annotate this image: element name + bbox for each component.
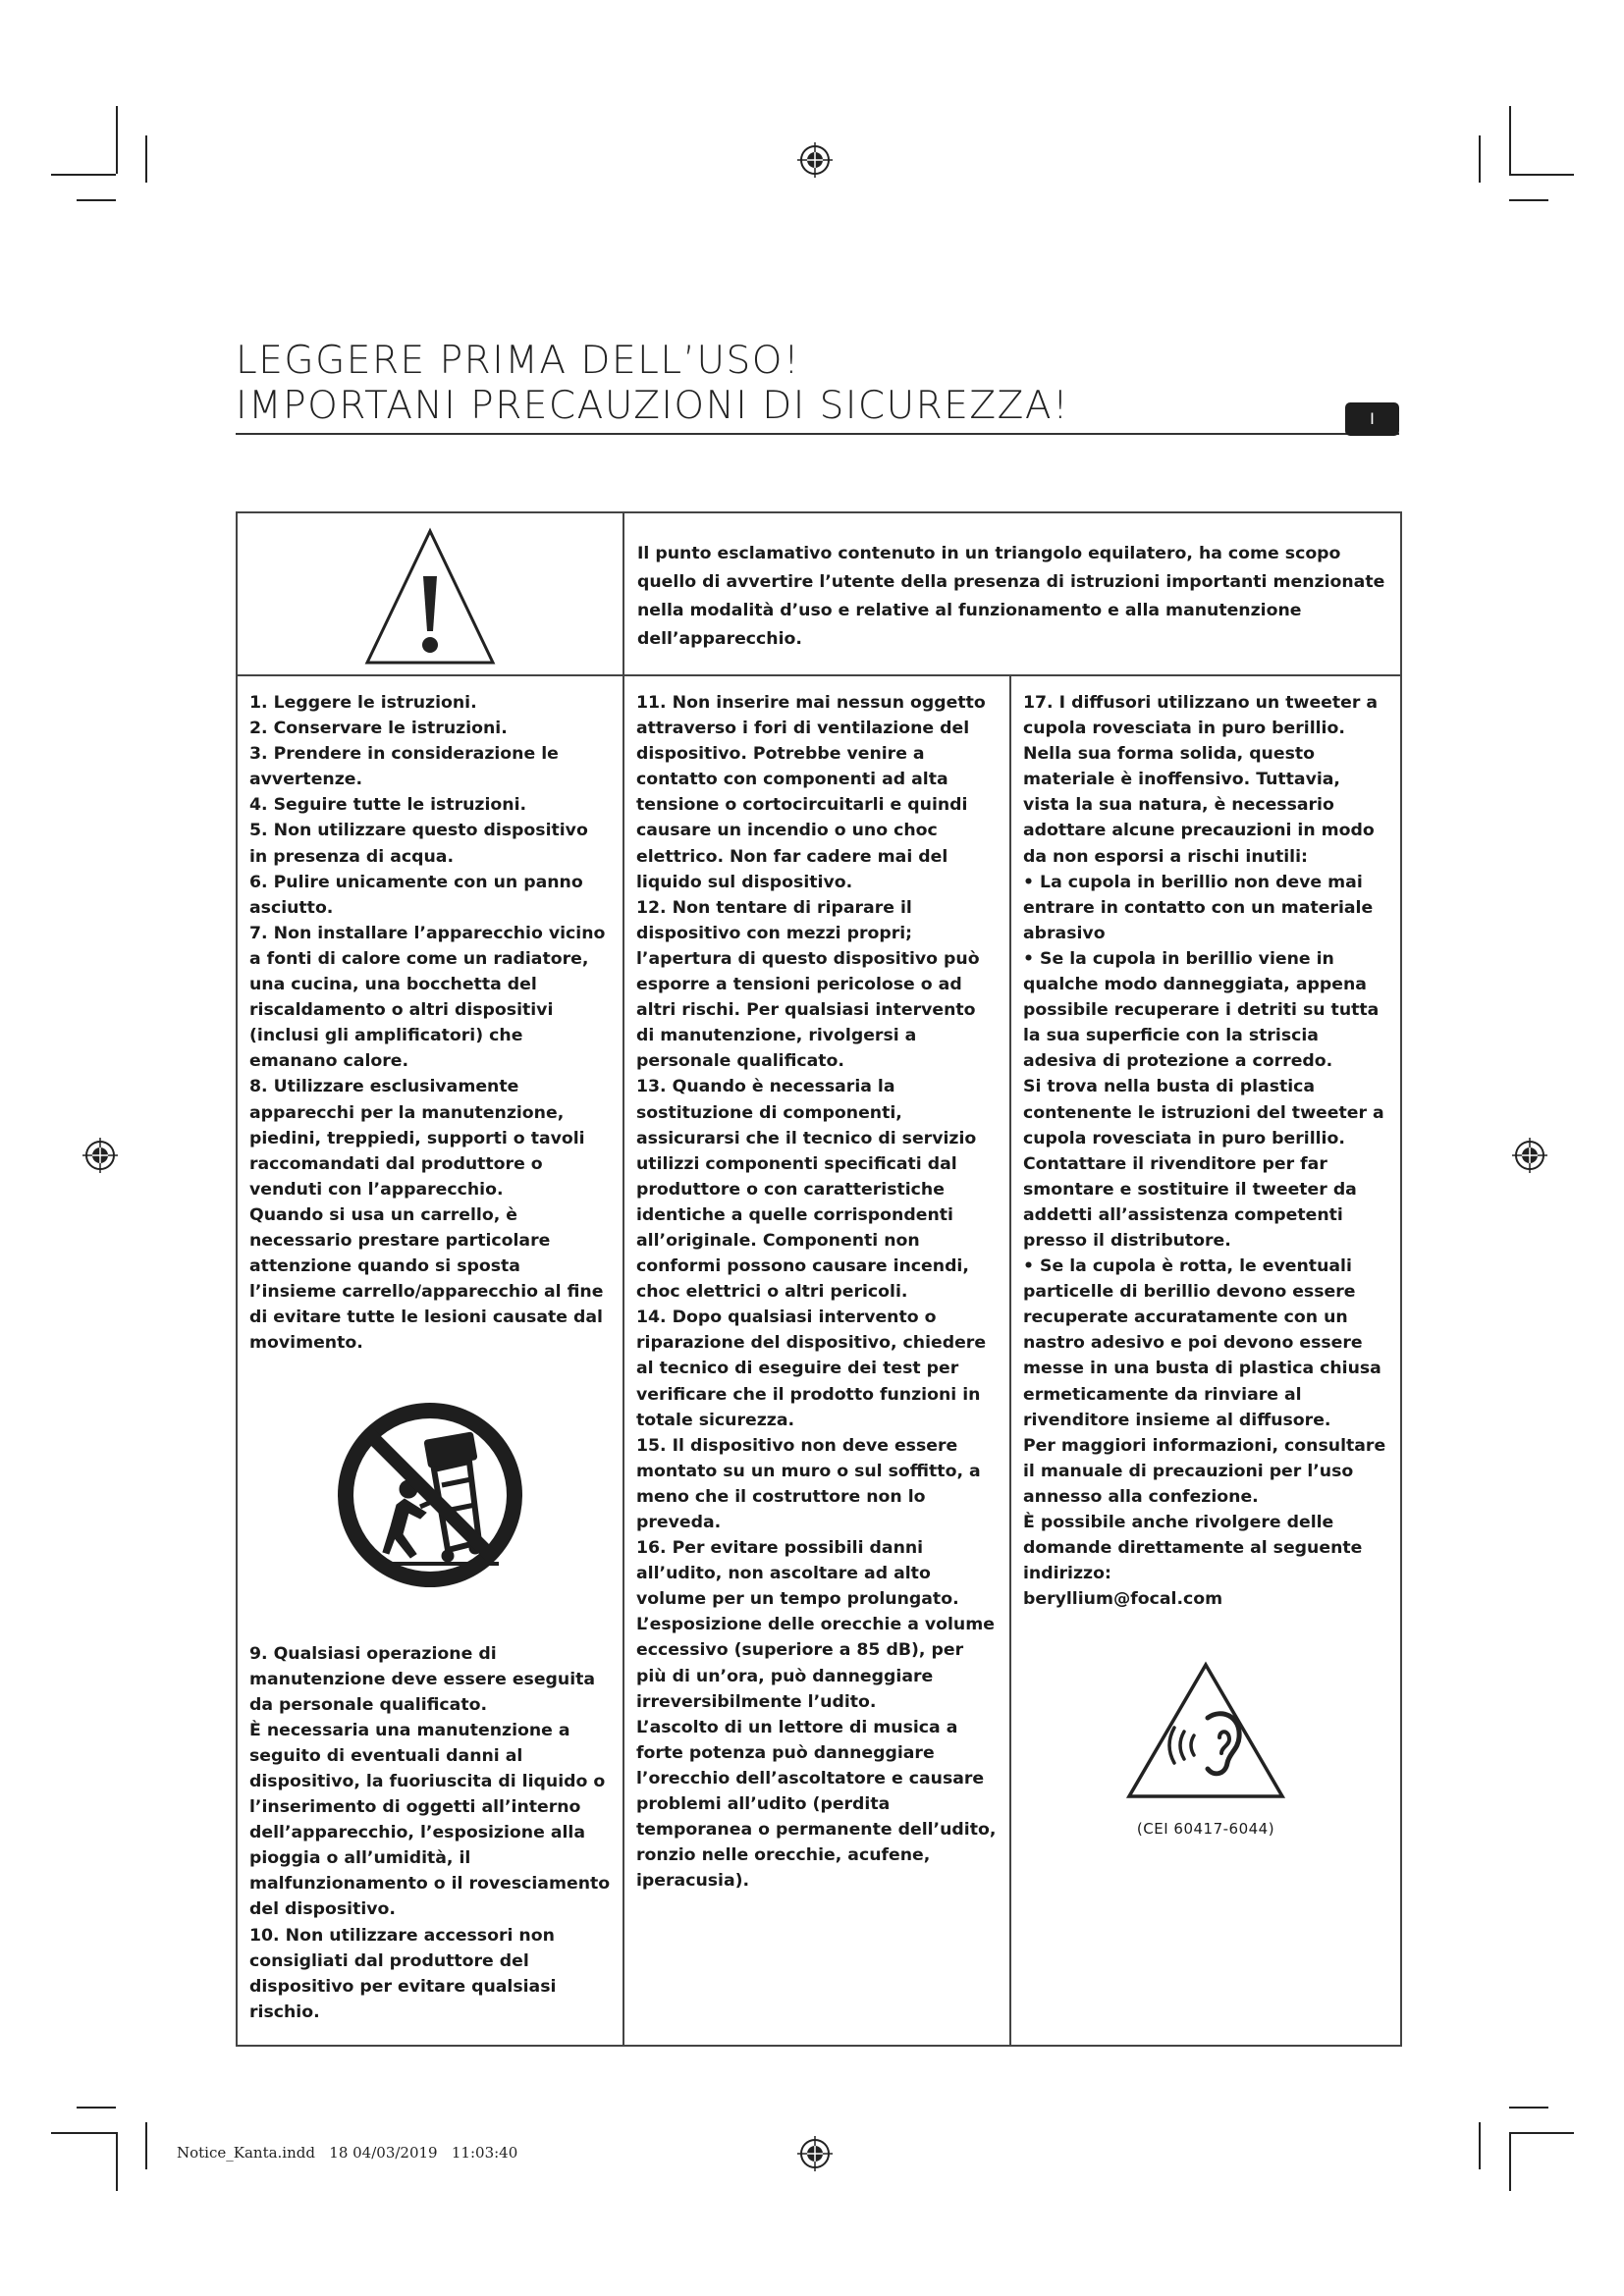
crop-mark [116,106,118,174]
instruction-item: 6. Pulire unicamente con un panno asciutto. [249,872,583,918]
crop-mark [1509,2132,1574,2134]
crop-mark [77,199,116,201]
instruction-item: 4. Seguire tutte le istruzioni. [249,795,527,816]
crop-mark [51,174,116,176]
crop-mark [1479,135,1481,183]
instruction-item: 16. Per evitare possibili danni all’udito, non ascoltare ad alto volume per un tempo prolungato. L’esposizione delle orecchie a volume eccessivo (superiore a 85 dB), per più di un’ora, può danneggiare irreversibilmente l’udito. [636,1538,995,1712]
crop-mark [1509,2132,1511,2191]
instructions-column-3 [1010,675,1401,2046]
instruction-item: 3. Prendere in considerazione le avvertenze. [249,744,559,790]
warning-intro-cell [623,512,1401,675]
instruction-item: 11. Non inserire mai nessun oggetto attraverso i fori di ventilazione del dispositivo. Potrebbe venire a contatto con componenti ad alta tensione o cortocircuitarli e quindi causare un incendio o uno choc elettrico. Non far cadere mai del liquido sul dispositivo. [636,693,986,892]
instruction-item: • Se la cupola in berillio viene in qualche modo danneggiata, appena possibile recuperare i detriti su tutta la sua superficie con la striscia adesiva di protezione a corredo. [1023,948,1380,1072]
print-slug: Notice_Kanta.indd 18 04/03/2019 11:03:40 [177,2144,518,2162]
instruction-item: • Se la cupola è rotta, le eventuali particelle di berillio devono essere recuperate accuratamente con un nastro adesivo e poi devono essere messe in una busta di plastica chiusa ermeticamente da rinviare al rivenditore insieme al diffusore. [1023,1256,1381,1430]
instruction-item: Per maggiori informazioni, consultare il manuale di precauzioni per l’uso annesso alla confezione. [1023,1435,1386,1507]
crop-mark [1509,174,1574,176]
crop-mark [145,2122,147,2169]
instruction-item: Quando si usa un carrello, è necessario prestare particolare attenzione quando si sposta l’insieme carrello/apparecchio al fine di evitare tutte le lesioni causate dal movimento. [249,1204,604,1354]
instruction-item: 10. Non utilizzare accessori non consigliati dal produttore del dispositivo per evitare qualsiasi rischio. [249,1925,557,2022]
registration-mark-icon [795,140,835,180]
crop-mark [51,2132,116,2134]
instruction-item: 13. Quando è necessaria la sostituzione di componenti, assicurarsi che il tecnico di servizio utilizzi componenti specificati dal produttore o con caratteristiche identiche a quelle corrispondenti all’originale. Componenti non conformi possono causare incendi, choc elettrici o altri pericoli. [636,1077,977,1303]
instruction-item: 8. Utilizzare esclusivamente apparecchi per la manutenzione, piedini, treppiedi, supporti o tavoli raccomandati dal produttore o venduti con l’apparecchio. [249,1077,585,1200]
instruction-item: L’ascolto di un lettore di musica a forte potenza può danneggiare l’orecchio dell’ascoltatore e causare problemi all’udito (perdita temporanea o permanente dell’udito, ronzio nelle orecchie, acufene, iperacusia). [636,1717,997,1892]
title-underline [236,433,1399,435]
instruction-item: 15. Il dispositivo non deve essere montato su un muro o sul soffitto, a meno che il costruttore non lo preveda. [636,1435,981,1532]
instruction-item: 7. Non installare l’apparecchio vicino a fonti di calore come un radiatore, una cucina, una bocchetta del riscaldamento o altri dispositivi (inclusi gli amplificatori) che emanano calore. [249,923,606,1072]
instruction-item: 1. Leggere le istruzioni. [249,693,477,713]
crop-mark [1479,2122,1481,2169]
crop-mark [1509,106,1511,174]
cei-standard-label: (CEI 60417-6044) [1136,1820,1275,1839]
instruction-item: 17. I diffusori utilizzano un tweeter a cupola rovesciata in puro berillio. Nella sua forma solida, questo materiale è inoffensivo. Tuttavia, vista la sua natura, è necessario adottare alcune precauzioni in modo da non esporsi a rischi inutili: [1023,693,1379,867]
safety-instructions-table [236,511,1402,2047]
registration-mark-icon [81,1136,120,1175]
instruction-item: È necessaria una manutenzione a seguito di eventuali danni al dispositivo, la fuoriuscita di liquido o l’inserimento di oggetti all’interno dell’apparecchio, l’esposizione alla pioggia o all’umidità, il malfunzionamento o il rovesciamento del dispositivo. [249,1720,611,1920]
hearing-warning-triangle-icon [1123,1659,1288,1802]
instruction-item: 5. Non utilizzare questo dispositivo in presenza di acqua. [249,821,588,867]
exclamation-triangle-icon [361,525,499,670]
contact-email: beryllium@focal.com [1023,1589,1223,1610]
page-title-line2: IMPORTANI PRECAUZIONI DI SICUREZZA! [236,384,1070,428]
instructions-column-1 [237,675,623,2046]
crop-mark [77,2107,116,2109]
instruction-item: Si trova nella busta di plastica contenente le istruzioni del tweeter a cupola rovesciata in puro berillio. Contattare il rivenditore per far smontare e sostituire il tweeter da addetti all’assistenza competenti presso il distributore. [1023,1077,1384,1251]
cart-tip-over-warning-icon [332,1397,528,1593]
registration-mark-icon [1510,1136,1549,1175]
instruction-item: 12. Non tentare di riparare il dispositivo con mezzi propri; l’apertura di questo dispositivo può esporre a tensioni pericolose o ad altri rischi. Per qualsiasi intervento di manutenzione, rivolgersi a personale qualificato. [636,897,980,1072]
warning-intro-text: Il punto esclamativo contenuto in un triangolo equilatero, ha come scopo quello di avvertire l’utente della presenza di istruzioni importanti menzionate nella modalità d’uso e relative al funzionamento e alla manutenzione dell’apparecchio. [637,544,1385,649]
registration-mark-icon [795,2134,835,2173]
section-tab: I [1345,402,1399,436]
crop-mark [145,135,147,183]
instruction-item: 2. Conservare le istruzioni. [249,719,508,739]
instruction-item: 14. Dopo qualsiasi intervento o riparazione del dispositivo, chiedere al tecnico di eseguire dei test per verificare che il prodotto funzioni in totale sicurezza. [636,1308,987,1430]
crop-mark [1509,2107,1548,2109]
warning-icon-cell [237,512,623,675]
page-header [236,339,1399,429]
crop-mark [1509,199,1548,201]
instructions-column-2 [623,675,1010,2046]
page-title-line1: LEGGERE PRIMA DELL’USO! [236,339,801,383]
instruction-item: 9. Qualsiasi operazione di manutenzione deve essere eseguita da personale qualificato. [249,1643,596,1715]
instruction-item: • La cupola in berillio non deve mai entrare in contatto con un materiale abrasivo [1023,872,1374,943]
instruction-item: È possibile anche rivolgere delle domande direttamente al seguente indirizzo: [1023,1513,1363,1584]
crop-mark [116,2132,118,2191]
